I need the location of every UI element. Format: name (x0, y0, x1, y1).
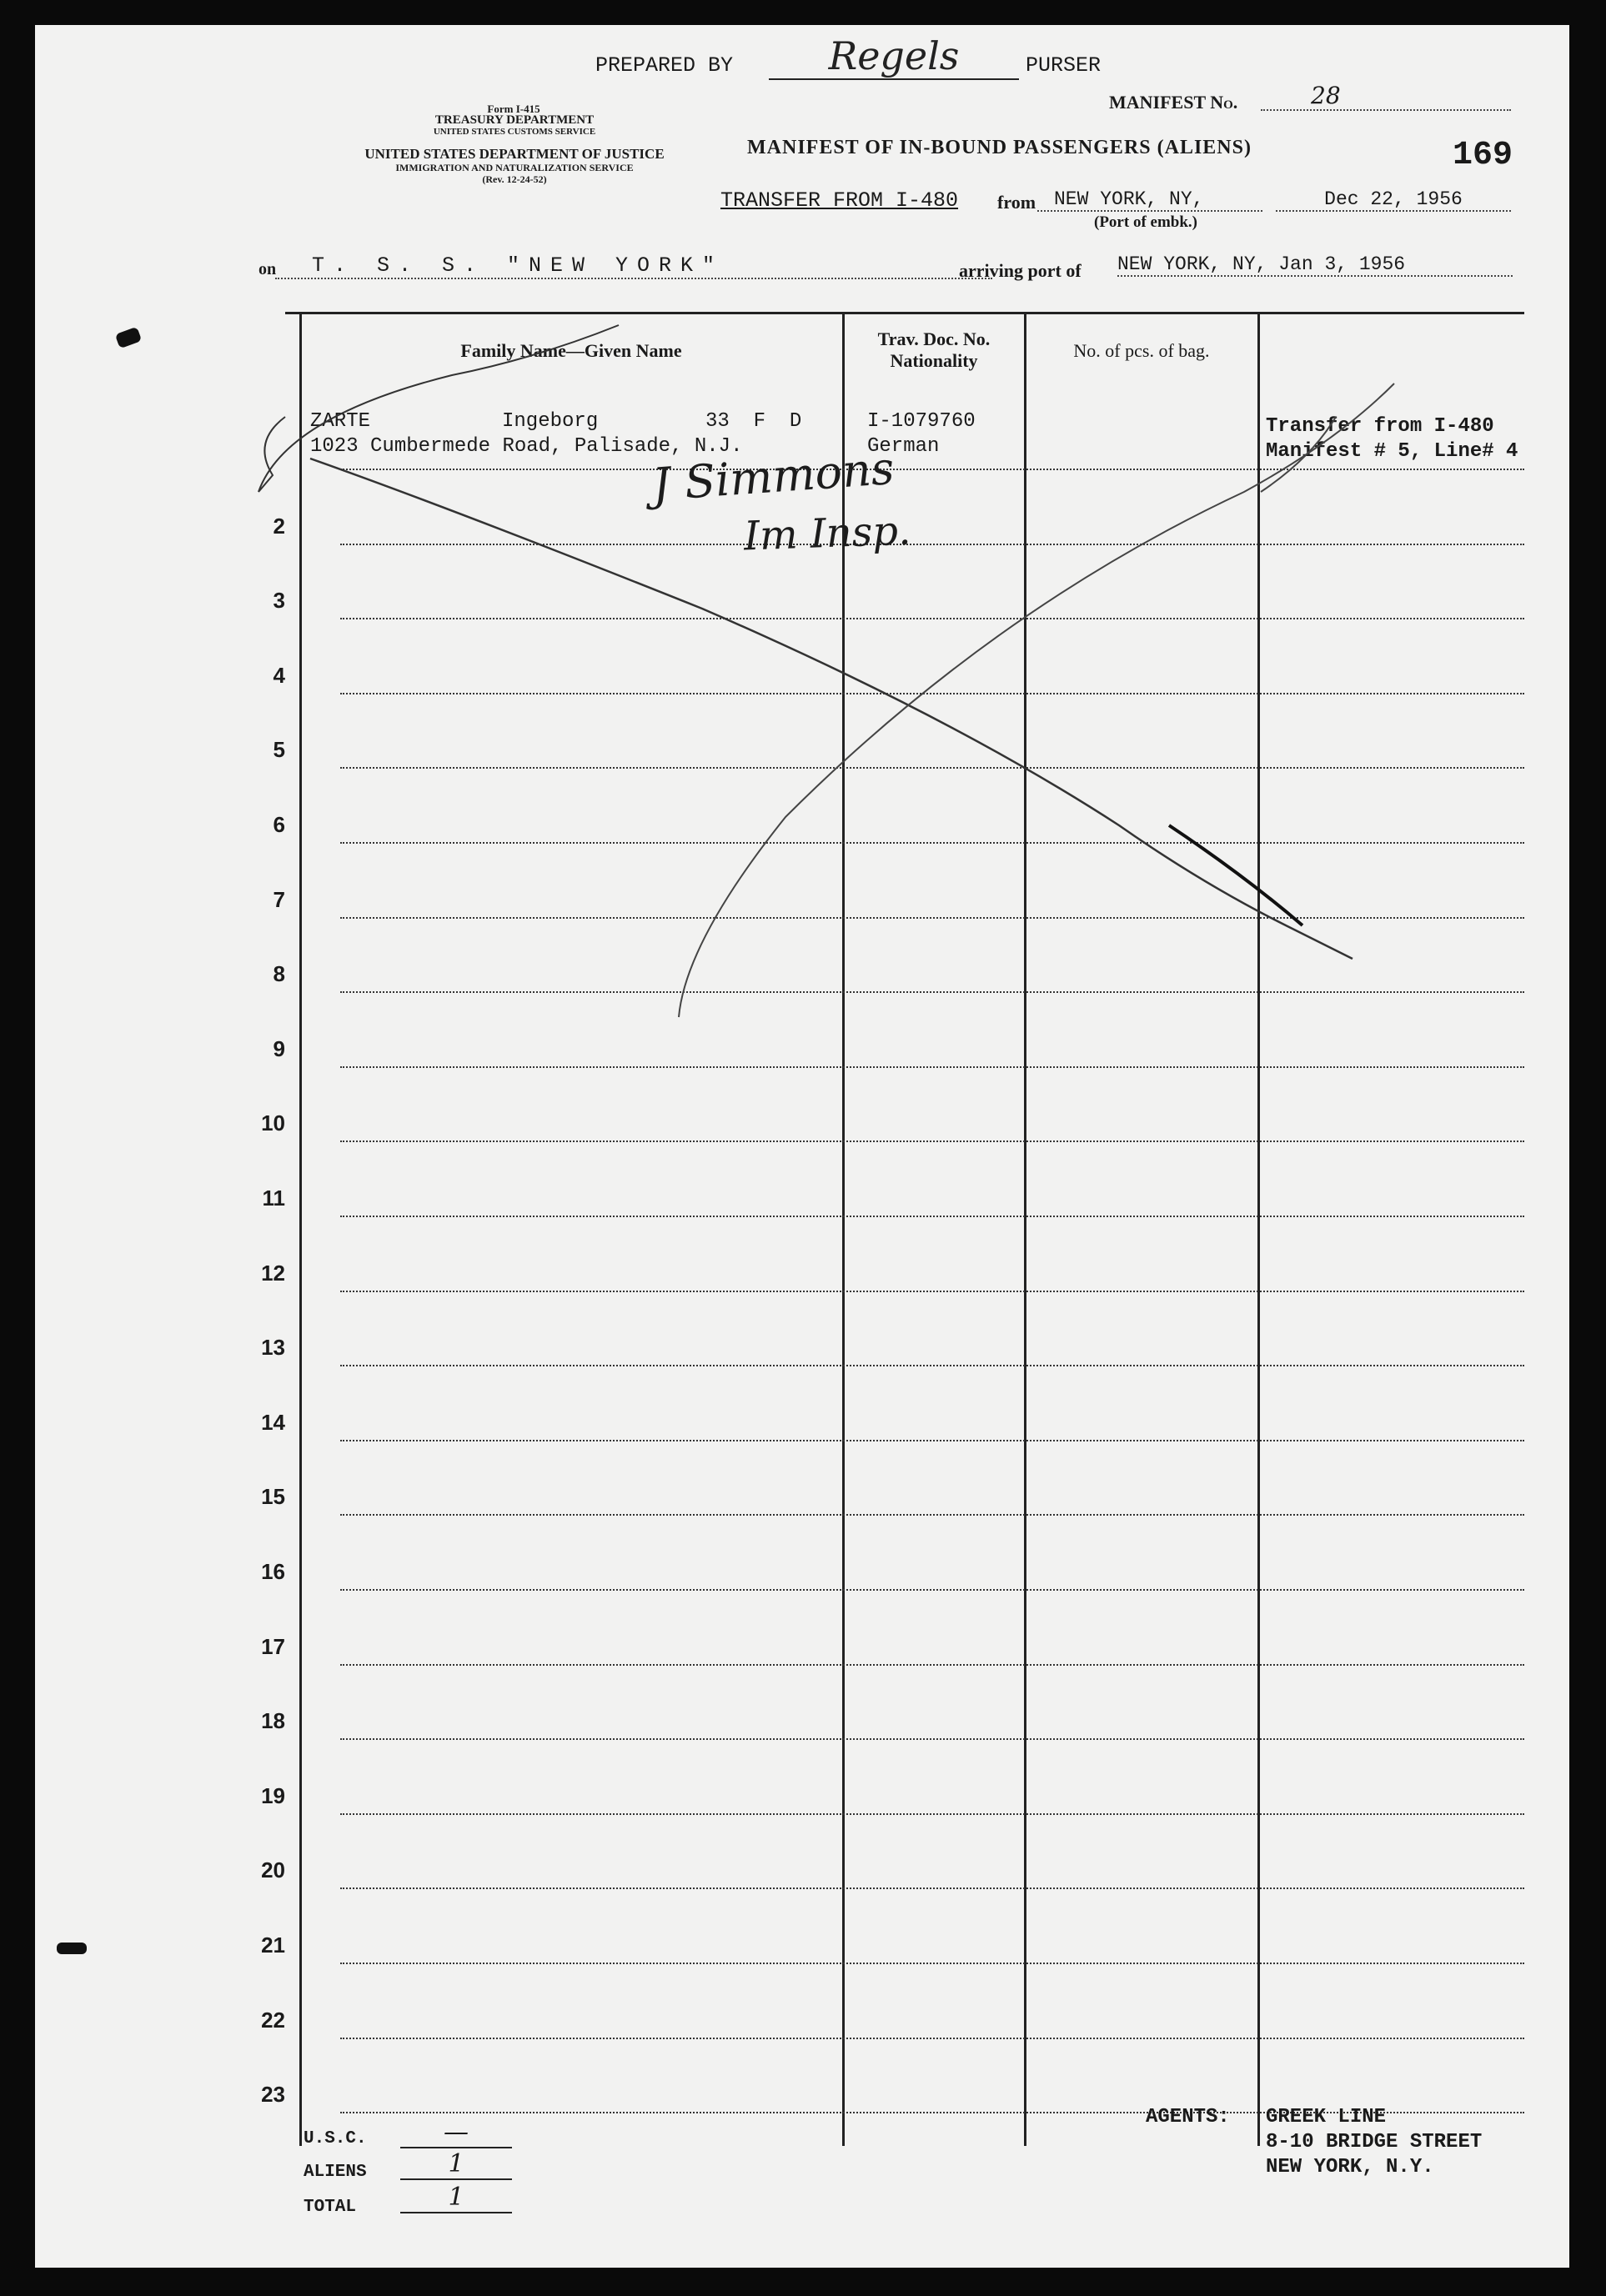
arriving-port: NEW YORK, NY, Jan 3, 1956 (1117, 253, 1513, 277)
row-number: 5 (273, 737, 285, 762)
row-number: 20 (261, 1857, 285, 1882)
agents-label: AGENTS: (1146, 2106, 1230, 2128)
pen-strokes (35, 25, 1569, 2268)
row-number: 14 (261, 1410, 285, 1435)
row-number: 23 (261, 2082, 285, 2107)
row-number: 21 (261, 1933, 285, 1958)
doj-title: UNITED STATES DEPARTMENT OF JUSTICE (364, 146, 665, 162)
total-value: 1 (400, 2183, 512, 2213)
total-label: TOTAL (304, 2198, 357, 2217)
entry-given-name: Ingeborg (502, 410, 599, 433)
agents-line-2: 8-10 BRIDGE STREET (1266, 2131, 1483, 2153)
entry-remark-transfer: Transfer from I-480 (1266, 415, 1494, 438)
prepared-by-name: Regels (769, 33, 1019, 80)
pen-stroke-a (258, 325, 619, 492)
manifest-no-value: 28 (1261, 82, 1511, 111)
manifest-no-label: MANIFEST No. (1109, 92, 1238, 113)
col-header-doc: Trav. Doc. No. (877, 328, 991, 349)
form-number: Form I-415 (487, 103, 540, 115)
row-number: 7 (273, 887, 285, 912)
row-number: 19 (261, 1783, 285, 1808)
ins-title: IMMIGRATION AND NATURALIZATION SERVICE (395, 162, 634, 173)
entry-nationality: German (867, 435, 940, 458)
col-header-name: Family Name—Given Name (460, 340, 682, 361)
entry-address: 1023 Cumbermede Road, Palisade, N.J. (310, 435, 743, 458)
row-number: 10 (261, 1110, 285, 1135)
col-header-nationality: Nationality (890, 350, 978, 371)
from-label: from (997, 192, 1036, 213)
inspector-signature: J Simmons (650, 441, 896, 512)
entry-remark-manifest: Manifest # 5, Line# 4 (1266, 440, 1518, 463)
on-label: on (258, 260, 277, 278)
row-number: 17 (261, 1634, 285, 1659)
row-number: 4 (273, 663, 285, 688)
agents-line-1: GREEK LINE (1266, 2106, 1387, 2128)
row-number: 8 (273, 961, 285, 986)
row-number: 18 (261, 1708, 285, 1733)
row-number: 6 (273, 812, 285, 837)
page-number: 169 (1453, 137, 1513, 174)
manifest-title: MANIFEST OF IN-BOUND PASSENGERS (ALIENS) (747, 137, 1252, 158)
from-date: Dec 22, 1956 (1276, 188, 1511, 212)
row-number: 11 (262, 1186, 285, 1211)
inspector-title: Im Insp. (743, 507, 912, 560)
port-of-embk-label: (Port of embk.) (1094, 213, 1197, 231)
row-number: 13 (261, 1335, 285, 1360)
row-number: 12 (261, 1261, 285, 1286)
revision: (Rev. 12-24-52) (482, 173, 547, 185)
row-number: 3 (273, 588, 285, 613)
aliens-value: 1 (400, 2149, 512, 2180)
row-number: 15 (261, 1484, 285, 1509)
aliens-label: ALIENS (304, 2163, 367, 2182)
row-number: 16 (261, 1559, 285, 1584)
col-header-bag: No. of pcs. of bag. (1073, 340, 1210, 361)
usc-value: — (400, 2118, 512, 2148)
transfer-label: TRANSFER FROM I-480 (720, 188, 959, 213)
arriving-label: arriving port of (959, 260, 1082, 281)
purser-label: PURSER (1026, 53, 1102, 78)
from-port: NEW YORK, NY, (1037, 188, 1262, 212)
agents-line-3: NEW YORK, N.Y. (1266, 2156, 1434, 2178)
margin-mark-bottom (57, 1943, 87, 1954)
customs-service: UNITED STATES CUSTOMS SERVICE (433, 127, 596, 137)
entry-doc-no: I-1079760 (867, 410, 976, 433)
treasury-dept: TREASURY DEPARTMENT (434, 113, 595, 127)
row-number: 2 (273, 514, 285, 539)
vessel-name: T. S. S. "NEW YORK" (275, 253, 992, 279)
prepared-by-label: PREPARED BY (595, 53, 734, 78)
pen-stroke-cross-1-heavy (1169, 825, 1302, 925)
entry-age-sex-status: 33 F D (705, 410, 802, 433)
pen-stroke-c (1261, 417, 1336, 492)
row-number: 22 (261, 2008, 285, 2033)
row-number: 9 (273, 1036, 285, 1061)
manifest-sheet (35, 25, 1569, 2268)
usc-label: U.S.C. (304, 2129, 367, 2148)
entry-family-name: ZARTE (310, 410, 371, 433)
